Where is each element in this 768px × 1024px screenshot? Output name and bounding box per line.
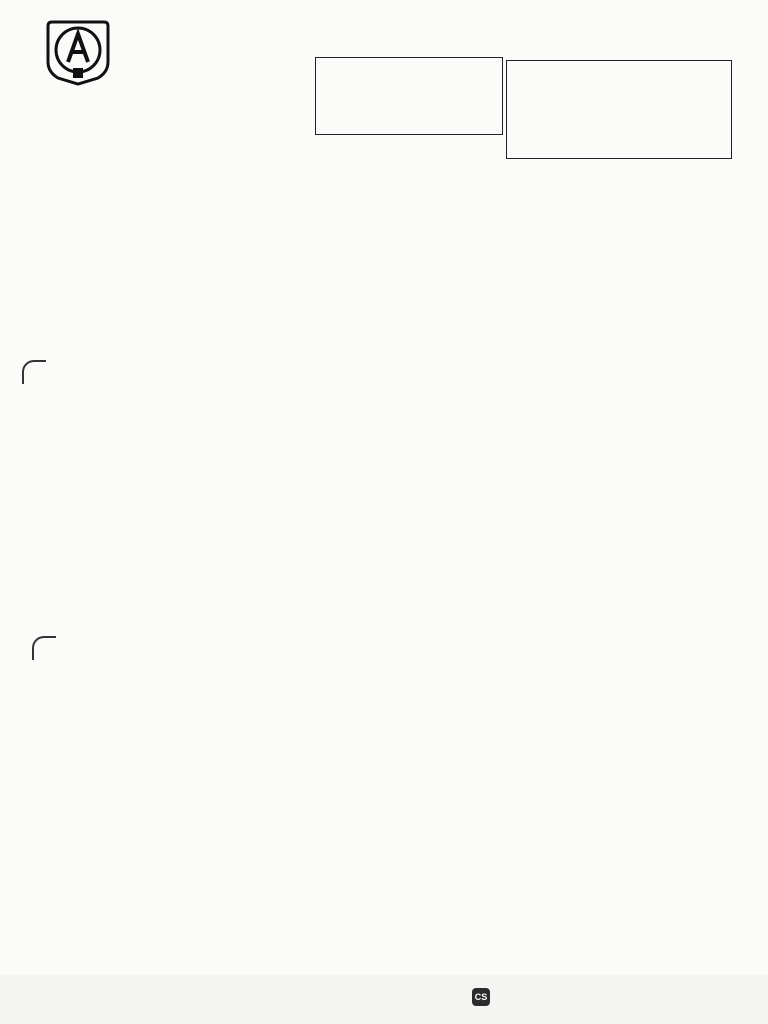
camscanner-icon: CS [472, 988, 490, 1006]
binder-hole-mark [22, 360, 46, 384]
camscanner-watermark [472, 983, 768, 1011]
binder-hole-mark [32, 636, 56, 660]
medication-table [41, 241, 728, 883]
hospital-logo [44, 18, 112, 86]
patient-info-box [506, 60, 732, 159]
ward-info-box [315, 57, 503, 135]
